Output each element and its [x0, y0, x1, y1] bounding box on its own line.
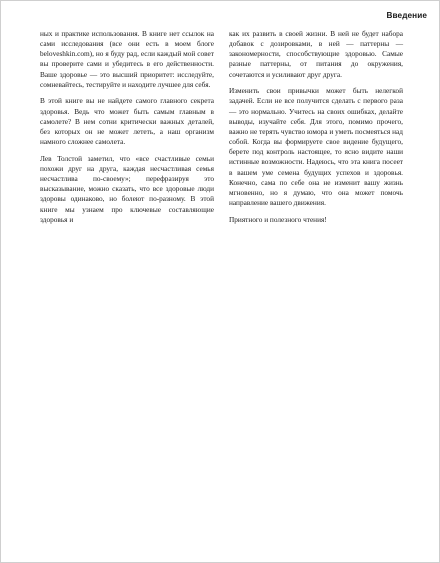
paragraph: В этой книге вы не найдете самого главного секрета здоровья. Ведь что может быть самым главным в самолете? В нем сотни критически важных деталей, без которых он не может лететь, а наш организм намного сложнее самолета. [40, 96, 214, 147]
paragraph: ных и практике использования. В книге нет ссылок на сами исследования (все они есть в моем блоге beloveshkin.com), но я буду рад, если каждый мой совет вы проверите сами и убедитесь в его действенности. Ваше здоровье — это высший приоритет: исследуйте, сомневайтесь, тестируйте и находите лучшее для себя. [40, 29, 214, 89]
paragraph: как их развить в своей жизни. В ней не будет набора добавок с дозировками, в ней — паттерны — закономерности, способствующие здоровью. Самые разные паттерны, от питания до окружения, сочетаются и усиливают друг друга. [229, 29, 403, 79]
left-column [40, 29, 214, 231]
paragraph: Лев Толстой заметил, что «все счастливые семьи похожи друг на друга, каждая несчастливая семья несчастлива по-своему»; перефразируя это высказывание, можно сказать, что все здоровые люди здоровы одинаково, но болеют по-разному. В этой книге мы узнаем про ключевые составляющие здоровья и [40, 153, 214, 224]
paragraph: Изменить свои привычки может быть нелегкой задачей. Если не все получится сделать с первого раза — это нормально. Учитесь на своих ошибках, делайте выводы, изучайте себя. Для этого, помимо прочего, важно не терять чувство юмора и уметь посмеяться над собой. Когда вы формируете свое видение будущего, берете под контроль настоящее, то ясно видите наши истинные возможности. Надеюсь, что эта книга посеет в вашем уме семена будущих успехов и здоровья. Конечно, сама по себе она не изменит вашу жизнь мгновенно, но я думаю, что она может помочь направление вашего движения. [229, 86, 403, 207]
running-head: Введение [386, 11, 427, 20]
right-column [229, 29, 403, 231]
closing-line: Приятного и полезного чтения! [229, 214, 327, 224]
